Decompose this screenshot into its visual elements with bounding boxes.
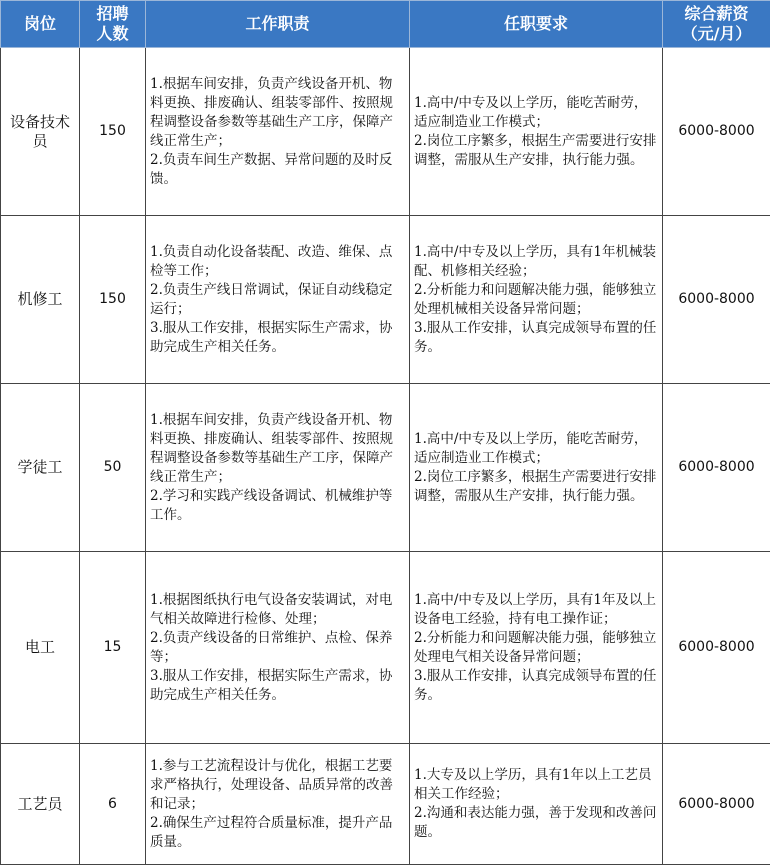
salary-cell: 6000-8000 [663,552,770,744]
requirements-cell: 1.高中/中专及以上学历，具有1年及以上设备电工经验，持有电工操作证； 2.分析能力和问题解决能力强，能够独立处理电气相关设备异常问题； 3.服从工作安排，认真完成领导布置的任务。 [410,552,663,744]
header-position: 岗位 [1,1,80,48]
count-cell: 15 [80,552,146,744]
header-count: 招聘 人数 [80,1,146,48]
count-cell: 6 [80,744,146,865]
position-cell: 机修工 [1,216,80,384]
table-row [1,552,770,744]
position-cell: 设备技术 员 [1,48,80,216]
duties-cell: 1.负责自动化设备装配、改造、维保、点检等工作； 2.负责生产线日常调试，保证自动线稳定运行； 3.服从工作安排，根据实际生产需求，协助完成生产相关任务。 [146,216,410,384]
salary-cell: 6000-8000 [663,216,770,384]
header-requirements: 任职要求 [410,1,663,48]
header-duties: 工作职责 [146,1,410,48]
table-row [1,744,770,865]
salary-cell: 6000-8000 [663,384,770,552]
duties-cell: 1.根据车间安排，负责产线设备开机、物料更换、排废确认、组装零部件、按照规程调整设备参数等基础生产工序，保障产线正常生产； 2.负责车间生产数据、异常问题的及时反馈。 [146,48,410,216]
position-cell: 学徒工 [1,384,80,552]
count-cell: 150 [80,48,146,216]
requirements-cell: 1.高中/中专及以上学历，具有1年机械装配、机修相关经验； 2.分析能力和问题解决能力强，能够独立处理机械相关设备异常问题； 3.服从工作安排，认真完成领导布置的任务。 [410,216,663,384]
duties-cell: 1.参与工艺流程设计与优化，根据工艺要求严格执行，处理设备、品质异常的改善和记录； 2.确保生产过程符合质量标准，提升产品质量。 [146,744,410,865]
table-row [1,384,770,552]
header-salary: 综合薪资 （元/月） [663,1,770,48]
table-row [1,48,770,216]
salary-cell: 6000-8000 [663,48,770,216]
requirements-cell: 1.高中/中专及以上学历，能吃苦耐劳，适应制造业工作模式； 2.岗位工序繁多，根据生产需要进行安排调整，需服从生产安排，执行能力强。 [410,384,663,552]
count-cell: 150 [80,216,146,384]
duties-cell: 1.根据图纸执行电气设备安装调试，对电气相关故障进行检修、处理； 2.负责产线设备的日常维护、点检、保养等； 3.服从工作安排，根据实际生产需求，协助完成生产相关任务。 [146,552,410,744]
duties-cell: 1.根据车间安排，负责产线设备开机、物料更换、排废确认、组装零部件、按照规程调整设备参数等基础生产工序，保障产线正常生产； 2.学习和实践产线设备调试、机械维护等工作。 [146,384,410,552]
count-cell: 50 [80,384,146,552]
position-cell: 电工 [1,552,80,744]
header-row [1,1,770,48]
table-row [1,216,770,384]
requirements-cell: 1.高中/中专及以上学历，能吃苦耐劳，适应制造业工作模式； 2.岗位工序繁多，根据生产需要进行安排调整，需服从生产安排，执行能力强。 [410,48,663,216]
salary-cell: 6000-8000 [663,744,770,865]
position-cell: 工艺员 [1,744,80,865]
requirements-cell: 1.大专及以上学历，具有1年以上工艺员相关工作经验； 2.沟通和表达能力强，善于发现和改善问题。 [410,744,663,865]
